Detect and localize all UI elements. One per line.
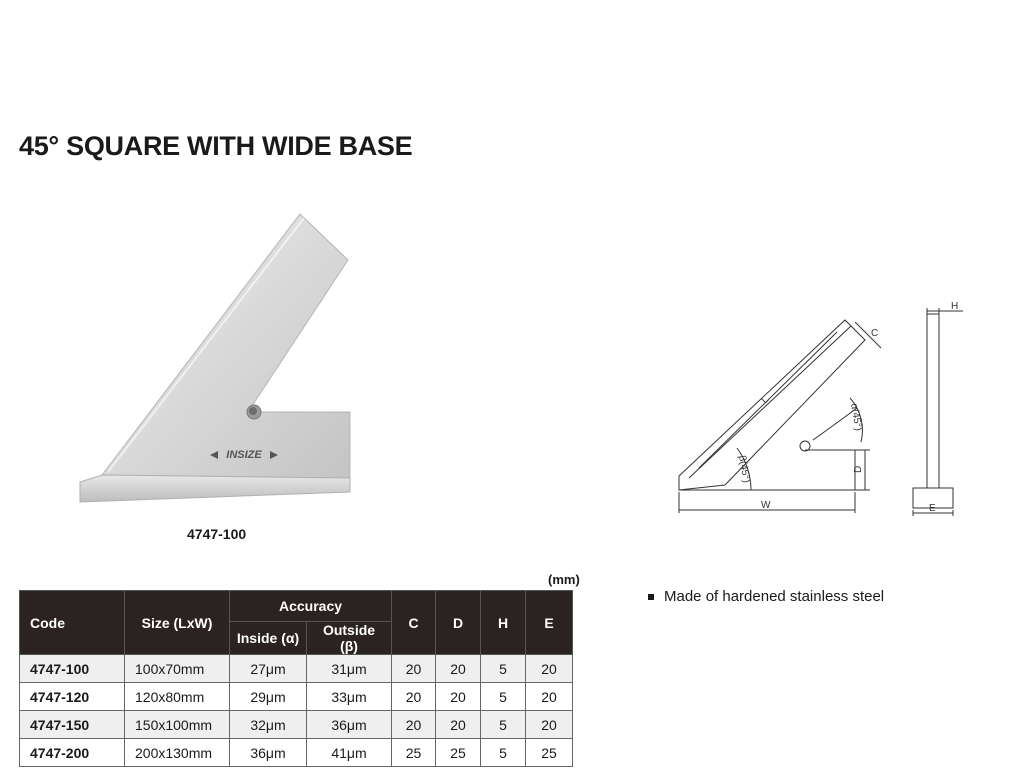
label-w: W <box>761 500 771 511</box>
label-beta: β(45°) <box>736 454 752 484</box>
header-code: Code <box>20 591 125 655</box>
cell-code: 4747-150 <box>20 711 125 739</box>
cell-e: 25 <box>526 739 573 767</box>
feature-item <box>648 588 884 605</box>
product-caption: 4747-100 <box>187 526 247 542</box>
header-e: E <box>526 591 573 655</box>
header-accuracy: Accuracy <box>230 591 392 622</box>
cell-outside: 31μm <box>307 655 392 683</box>
table-row <box>20 655 573 683</box>
cell-d: 20 <box>436 711 481 739</box>
label-alpha: α(45°) <box>848 402 864 432</box>
cell-inside: 29μm <box>230 683 307 711</box>
cell-size: 100x70mm <box>125 655 230 683</box>
cell-e: 20 <box>526 683 573 711</box>
page-title: 45° SQUARE WITH WIDE BASE <box>19 131 413 161</box>
cell-size: 150x100mm <box>125 711 230 739</box>
cell-d: 25 <box>436 739 481 767</box>
cell-e: 20 <box>526 655 573 683</box>
cell-code: 4747-120 <box>20 683 125 711</box>
cell-h: 5 <box>481 655 526 683</box>
cell-inside: 27μm <box>230 655 307 683</box>
cell-e: 20 <box>526 711 573 739</box>
table-row <box>20 711 573 739</box>
cell-outside: 33μm <box>307 683 392 711</box>
label-e: E <box>929 503 936 514</box>
table-row <box>20 739 573 767</box>
cell-outside: 36μm <box>307 711 392 739</box>
label-h: H <box>951 301 959 312</box>
brand-logo: INSIZE <box>226 449 262 461</box>
header-size: Size (LxW) <box>125 591 230 655</box>
cell-h: 5 <box>481 711 526 739</box>
header-d: D <box>436 591 481 655</box>
label-c: C <box>871 328 879 339</box>
label-d: D <box>853 465 864 473</box>
cell-c: 25 <box>392 739 436 767</box>
cell-inside: 36μm <box>230 739 307 767</box>
cell-code: 4747-200 <box>20 739 125 767</box>
product-photo <box>60 200 360 515</box>
cell-c: 20 <box>392 683 436 711</box>
dimension-diagram <box>665 300 975 525</box>
unit-label: (mm) <box>548 572 580 587</box>
cell-outside: 41μm <box>307 739 392 767</box>
header-outside: Outside (β) <box>307 622 392 655</box>
cell-h: 5 <box>481 739 526 767</box>
header-c: C <box>392 591 436 655</box>
spec-table <box>19 590 573 767</box>
cell-h: 5 <box>481 683 526 711</box>
cell-size: 200x130mm <box>125 739 230 767</box>
table-row <box>20 683 573 711</box>
header-inside: Inside (α) <box>230 622 307 655</box>
cell-d: 20 <box>436 655 481 683</box>
cell-size: 120x80mm <box>125 683 230 711</box>
feature-text: Made of hardened stainless steel <box>664 588 885 605</box>
cell-c: 20 <box>392 711 436 739</box>
label-l: L <box>759 394 772 407</box>
cell-c: 20 <box>392 655 436 683</box>
cell-inside: 32μm <box>230 711 307 739</box>
cell-d: 20 <box>436 683 481 711</box>
header-h: H <box>481 591 526 655</box>
bullet-icon <box>648 594 654 600</box>
cell-code: 4747-100 <box>20 655 125 683</box>
